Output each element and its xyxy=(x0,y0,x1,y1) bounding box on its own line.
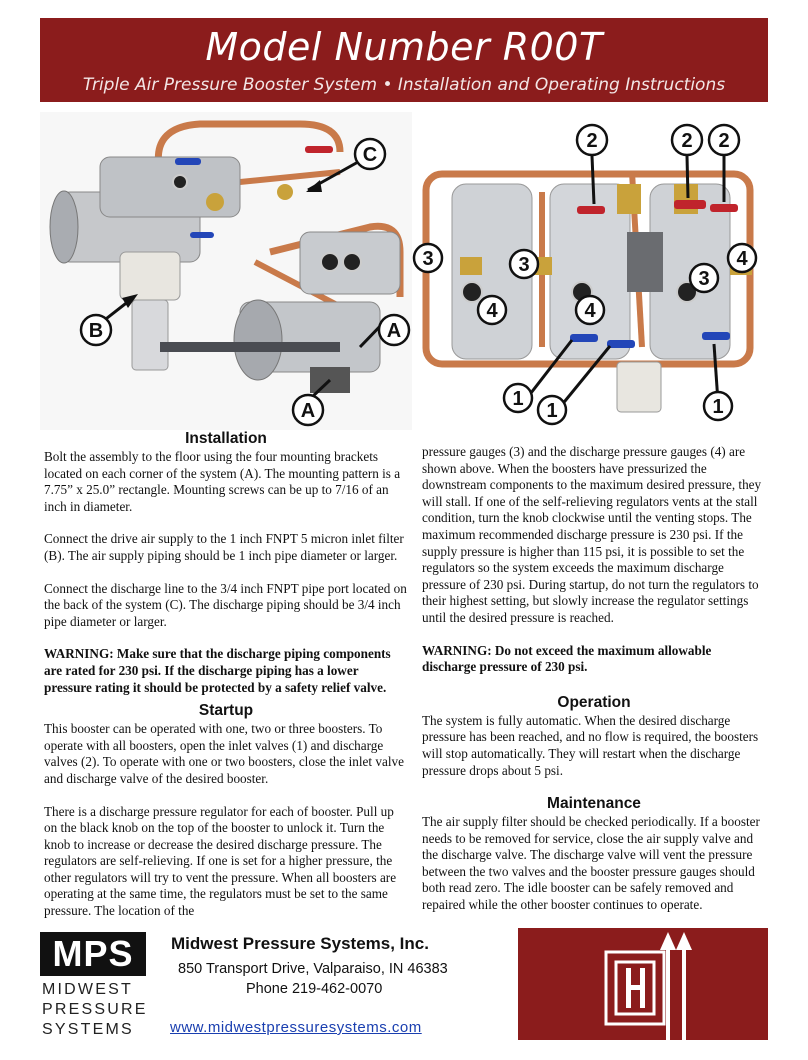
callout-text: 2 xyxy=(718,130,730,152)
company-website-link[interactable]: www.midwestpressuresystems.com xyxy=(170,1019,422,1036)
callout-inlet-gauge xyxy=(414,244,442,272)
callout-inlet-valve xyxy=(538,396,566,424)
mps-logo-mark: MPS xyxy=(40,932,146,976)
callout-text: 4 xyxy=(736,248,748,270)
installation-warning: WARNING: Make sure that the discharge piping components are rated for 230 psi. If the discharge piping has a lower pressure rating it should be protected by a safety relief valve. xyxy=(44,646,391,695)
operation-paragraph: The system is fully automatic. When the desired discharge pressure has been reached, and no flow is required, the boosters will stop automatically. They will restart when the discharge pressure drops about 5 psi. xyxy=(422,712,759,778)
callout-text: 3 xyxy=(698,268,710,290)
callout-text: 1 xyxy=(512,388,524,410)
right-column xyxy=(422,444,766,930)
logo-word: SYSTEMS xyxy=(42,1021,134,1038)
brand-logo-box xyxy=(518,928,768,1040)
installation-heading: Installation xyxy=(185,430,267,447)
callout-discharge-gauge xyxy=(728,244,756,272)
callout-inlet-valve xyxy=(704,392,732,420)
callout-text: A xyxy=(386,320,402,342)
callout-text: 3 xyxy=(422,248,434,270)
callout-inlet-valve xyxy=(504,384,532,412)
logo-word: MIDWEST xyxy=(42,981,133,998)
mps-logo-words xyxy=(40,980,146,1040)
h-arrows-logo-icon xyxy=(518,928,768,1040)
callout-text: 1 xyxy=(546,400,558,422)
product-photo-top xyxy=(412,112,768,430)
company-name: Midwest Pressure Systems, Inc. xyxy=(171,934,429,953)
operation-heading: Operation xyxy=(557,693,631,711)
header-banner xyxy=(40,18,768,102)
startup-paragraph: This booster can be operated with one, two or three boosters. To operate with all boosters, open the inlet valves (1) and discharge valves (2). To operate with one or two boosters, close the inlet valve and discharge valve of the desired booster. xyxy=(44,721,404,786)
startup-heading: Startup xyxy=(198,702,254,720)
logo-word: PRESSURE xyxy=(42,1001,148,1018)
company-address: 850 Transport Drive, Valparaiso, IN 46383 xyxy=(178,961,448,977)
installation-paragraph: Connect the discharge line to the 3/4 inch FNPT pipe port located on the back of the system (C). The discharge piping should be 3/4 inch pipe diameter or larger. xyxy=(44,580,407,629)
callout-text: 4 xyxy=(486,300,498,322)
callout-inlet-gauge xyxy=(690,264,718,292)
callout-discharge-valve xyxy=(672,125,702,155)
callout-text: B xyxy=(88,320,104,342)
callout-text: 2 xyxy=(681,130,693,152)
installation-paragraph: Bolt the assembly to the floor using the four mounting brackets located on each corner of the system (A). The mounting pattern is a 7.75” x 25.0” rectangle. Mounting screws can be up to 7/16 of an inch in diameter. xyxy=(44,449,401,514)
product-illustration-top xyxy=(412,112,768,430)
maintenance-heading: Maintenance xyxy=(547,795,641,813)
page-subtitle: Triple Air Pressure Booster System • Installation and Operating Instructions xyxy=(82,75,726,95)
callout-text: 3 xyxy=(518,254,530,276)
maintenance-paragraph: The air supply filter should be checked periodically. If a booster needs to be removed for service, close the air supply valve and the discharge valve. The discharge valve will vent the pressure between the two valves and the booster pressure gauges should both read zero. The idle booster can be safely removed and repaired while the other booster continues to operate. xyxy=(422,814,760,913)
callout-text: 4 xyxy=(584,300,596,322)
mps-logo xyxy=(40,932,146,1038)
company-info xyxy=(170,933,490,1036)
installation-paragraph: Connect the drive air supply to the 1 inch FNPT 5 micron inlet filter (B). The air supply piping should be 1 inch pipe diameter or larger. xyxy=(44,531,404,563)
startup-paragraph-continued: pressure gauges (3) and the discharge pressure gauges (4) are shown above. When the boosters have pressurized the downstream components to the maximum desired pressure, they will stall. If one of the self-relieving regulators vents at the stall condition, turn the knob clockwise until the venting stops. The maximum recommended discharge pressure is 230 psi. If the supply pressure is higher than 115 psi, it is possible to set the regulators so the system exceeds the maximum discharge pressure of 230 psi. During startup, do not turn the regulators to their highest setting, but slowly increase the regulator settings until the desired pressure is reached. xyxy=(422,444,762,625)
callout-text: 1 xyxy=(712,396,724,418)
startup-warning: WARNING: Do not exceed the maximum allowable discharge pressure of 230 psi. xyxy=(422,642,712,675)
callout-discharge-gauge xyxy=(576,296,604,324)
product-illustration-front xyxy=(40,112,412,430)
callout-text: 2 xyxy=(586,130,598,152)
product-photo-front xyxy=(40,112,412,430)
page-title: Model Number R00T xyxy=(205,25,603,69)
callout-inlet-gauge xyxy=(510,250,538,278)
left-column xyxy=(44,430,408,936)
startup-paragraph: There is a discharge pressure regulator for each of booster. Pull up on the black knob on the top of the booster to unlock it. Turn the knob to increase or decrease the desired discharge pressure. The regulators are self-relieving. If one is set for a higher pressure, the other regulators will try to vent the pressure. When all boosters are operating at the same time, the regulators must be set to the same pressure. The location of the xyxy=(44,803,397,919)
company-phone: Phone 219-462-0070 xyxy=(246,981,383,997)
callout-discharge-valve xyxy=(709,125,739,155)
callout-text: A xyxy=(300,400,316,422)
callout-discharge-gauge xyxy=(478,296,506,324)
callout-text: C xyxy=(362,144,378,166)
callout-discharge-valve xyxy=(577,125,607,155)
booster-cylinder xyxy=(234,300,380,380)
